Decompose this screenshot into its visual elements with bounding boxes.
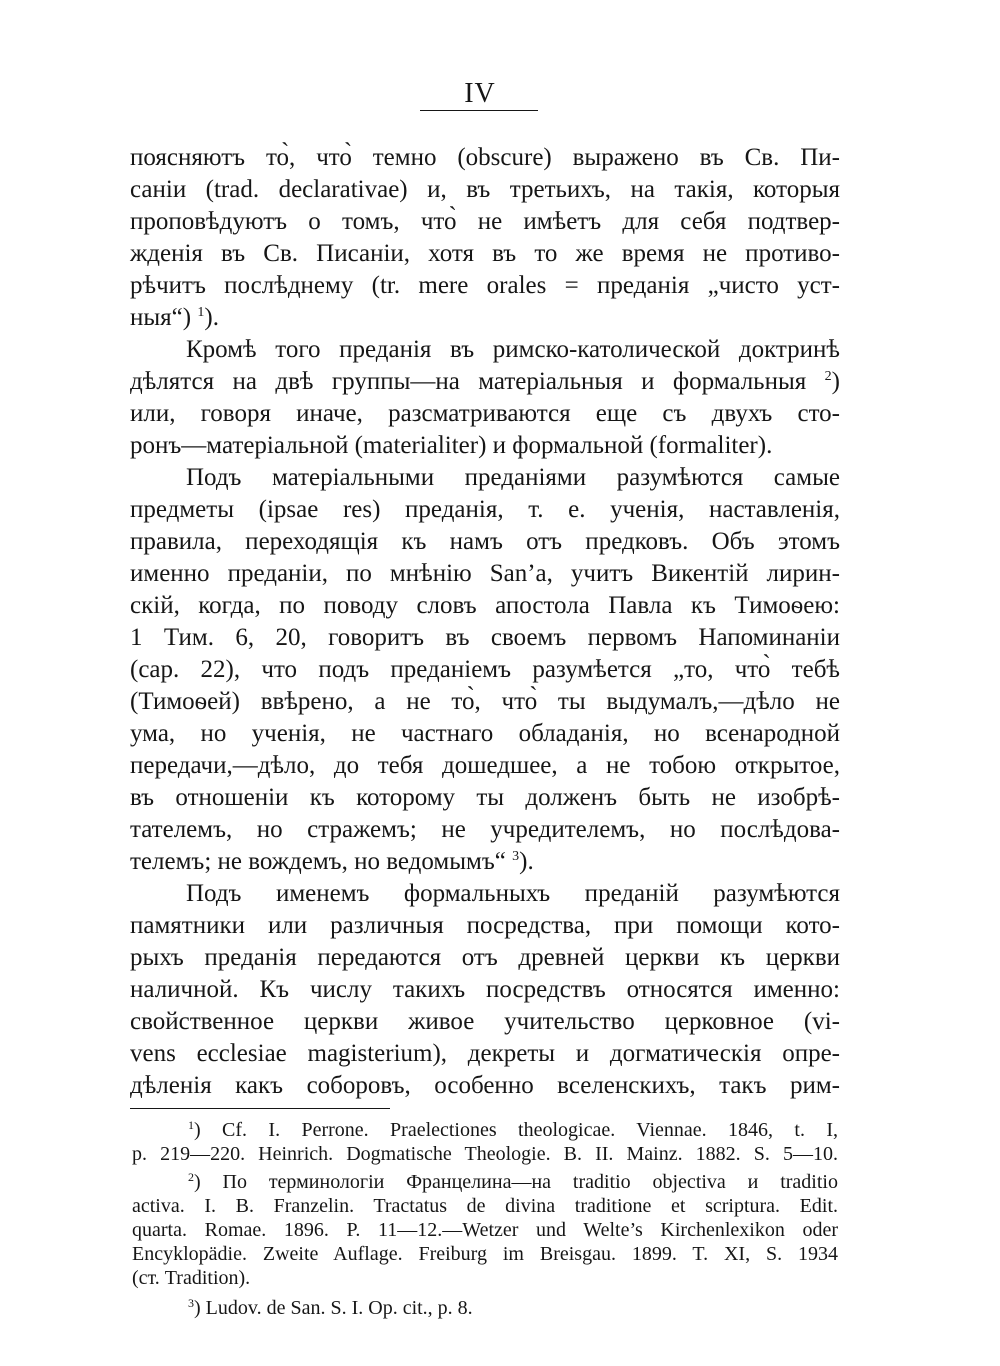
footnote-line — [132, 1242, 838, 1266]
text-fragment: дѣленія какъ соборовъ, особенно вселенскихъ, такъ рим- — [130, 1072, 840, 1099]
text-fragment: Encyklopädie. Zweite Auflage. Freiburg im Breisgau. 1899. T. XI, S. 1934 — [132, 1243, 838, 1265]
text-fragment: жденія въ Св. Писаніи, хотя въ то же время не противо- — [130, 240, 840, 267]
footnote-line — [188, 1170, 838, 1194]
text-line — [130, 1006, 840, 1038]
text-fragment: памятники или различныя посредства, при помощи кото- — [130, 912, 840, 939]
text-fragment: 1 Тим. 6, 20, говоритъ въ своемъ первомъ Напоминаніи — [130, 624, 840, 651]
text-line — [130, 974, 840, 1006]
text-line — [130, 174, 840, 206]
text-fragment: Подъ именемъ формальныхъ преданій разумѣются — [186, 880, 840, 907]
footnote-ref: 3 — [512, 849, 520, 864]
text-fragment: дѣлятся на двѣ группы—на матеріальныя и формальныя — [130, 368, 807, 395]
text-fragment: quarta. Romae. 1896. P. 11—12.—Wetzer und Welte’s Kirchenlexikon oder — [132, 1219, 838, 1241]
text-fragment: саніи (trad. declarativae) и, въ третьихъ, на такія, которыя — [130, 176, 840, 203]
text-fragment: ) — [194, 1119, 223, 1141]
text-line — [130, 910, 840, 942]
text-line — [130, 302, 840, 334]
text-fragment: ) — [194, 1171, 223, 1193]
footnote-line — [132, 1266, 838, 1290]
text-fragment: именно преданіи, по мнѣнію San’a, учитъ Викентій лирин- — [130, 560, 840, 587]
text-fragment: телемъ; не вождемъ, но ведомымъ“ — [130, 848, 506, 875]
text-line — [130, 238, 840, 270]
footnote-ref: 2 — [824, 369, 832, 384]
text-line — [130, 718, 840, 750]
text-line — [130, 942, 840, 974]
text-fragment: ныя“) — [130, 304, 192, 331]
text-line — [130, 654, 840, 686]
text-fragment: въ отношеніи къ которому ты долженъ быть не изобрѣ- — [130, 784, 840, 811]
text-line — [130, 270, 840, 302]
text-line — [130, 398, 840, 430]
text-fragment: vens ecclesiae magisterium), декреты и догматическія опре- — [130, 1040, 840, 1067]
text-fragment: правила, переходящія къ намъ отъ предковъ. Объ этомъ — [130, 528, 840, 555]
text-fragment: поясняютъ то̀, что̀ темно (obscure) выражено въ Св. Пи- — [130, 144, 840, 171]
text-fragment: скій, когда, по поводу словъ апостола Павла къ Тимоѳею: — [130, 592, 840, 619]
footnote-line — [132, 1218, 838, 1242]
text-line — [130, 622, 840, 654]
text-fragment: проповѣдуютъ о томъ, что̀ не имѣетъ для себя подтвер- — [130, 208, 840, 235]
text-fragment: наличной. Къ числу такихъ посредствъ относятся именно: — [130, 976, 840, 1003]
text-fragment: передачи,—дѣло, до тебя дошедшее, а не тобою открытое, — [130, 752, 840, 779]
text-fragment: предметы (ipsae res) преданія, т. е. ученія, наставленія, — [130, 496, 840, 523]
footnote-ref: 1 — [197, 305, 205, 320]
text-fragment: ) — [194, 1297, 206, 1319]
text-fragment: Cf. I. Perrone. Praelectiones theologicae. Viennae. 1846, t. I, — [222, 1119, 838, 1141]
text-fragment: (cap. 22), что подъ преданіемъ разумѣется „то, что̀ тебѣ — [130, 656, 840, 683]
text-line — [130, 430, 840, 462]
text-line — [130, 846, 840, 878]
header-rule — [420, 110, 538, 111]
text-line — [186, 878, 840, 910]
text-fragment: рѣчитъ послѣднему (tr. mere orales = преданія „чисто уст- — [130, 272, 840, 299]
text-fragment: (cт. Tradition). — [132, 1267, 251, 1289]
text-line — [130, 526, 840, 558]
text-fragment: или, говоря иначе, разсматриваются еще съ двухъ сто- — [130, 400, 840, 427]
text-line — [130, 366, 840, 398]
text-line — [130, 1070, 840, 1102]
text-fragment: p. 219—220. Heinrich. Dogmatische Theologie. B. II. Mainz. 1882. S. 5—10. — [132, 1143, 838, 1165]
text-line — [130, 782, 840, 814]
text-fragment: По терминологіи Францелина—на traditio objectiva и traditio — [222, 1171, 838, 1193]
footnote-line — [132, 1194, 838, 1218]
text-fragment: (Тимоѳей) ввѣрено, а не то̀, что̀ ты выдумалъ,—дѣло не — [130, 688, 840, 715]
text-fragment: ума, но ученія, не частнаго обладанія, но всенародной — [130, 720, 840, 747]
text-fragment: ) — [831, 368, 840, 395]
footnote-mark: 3 — [188, 1296, 194, 1310]
footnote-line — [188, 1296, 838, 1320]
text-line — [186, 462, 840, 494]
text-line — [130, 494, 840, 526]
text-fragment: . — [212, 304, 219, 331]
text-fragment: Ludov. de San. S. I. Op. cit., p. 8. — [205, 1297, 473, 1319]
text-fragment: свойственное церкви живое учительство церковное (vi- — [130, 1008, 840, 1035]
footnote-rule — [130, 1108, 390, 1109]
text-line — [130, 750, 840, 782]
footnote-line — [188, 1118, 838, 1142]
text-line — [130, 206, 840, 238]
text-line — [130, 142, 840, 174]
text-fragment: рыхъ преданія передаются отъ древней церкви къ церкви — [130, 944, 840, 971]
text-fragment: ). — [519, 848, 534, 875]
text-fragment: тателемъ, но стражемъ; не учредителемъ, но послѣдова- — [130, 816, 840, 843]
text-fragment: ) — [204, 304, 213, 331]
footnote-mark: 2 — [188, 1170, 194, 1184]
text-line — [130, 590, 840, 622]
text-line — [130, 1038, 840, 1070]
text-fragment: ронъ—матеріальной (materialiter) и формальной (formaliter). — [130, 432, 773, 459]
text-fragment: activa. I. B. Franzelin. Tractatus de divina traditione et scriptura. Edit. — [132, 1195, 838, 1217]
page-number: IV — [464, 78, 496, 109]
text-line — [130, 814, 840, 846]
footnote-line — [132, 1142, 838, 1166]
footnote-mark: 1 — [188, 1118, 194, 1132]
text-line — [130, 686, 840, 718]
text-fragment: Кромѣ того преданія въ римско-католической доктринѣ — [186, 336, 840, 363]
text-line — [130, 558, 840, 590]
text-fragment: Подъ матеріальными преданіями разумѣются самые — [186, 464, 840, 491]
text-line — [186, 334, 840, 366]
